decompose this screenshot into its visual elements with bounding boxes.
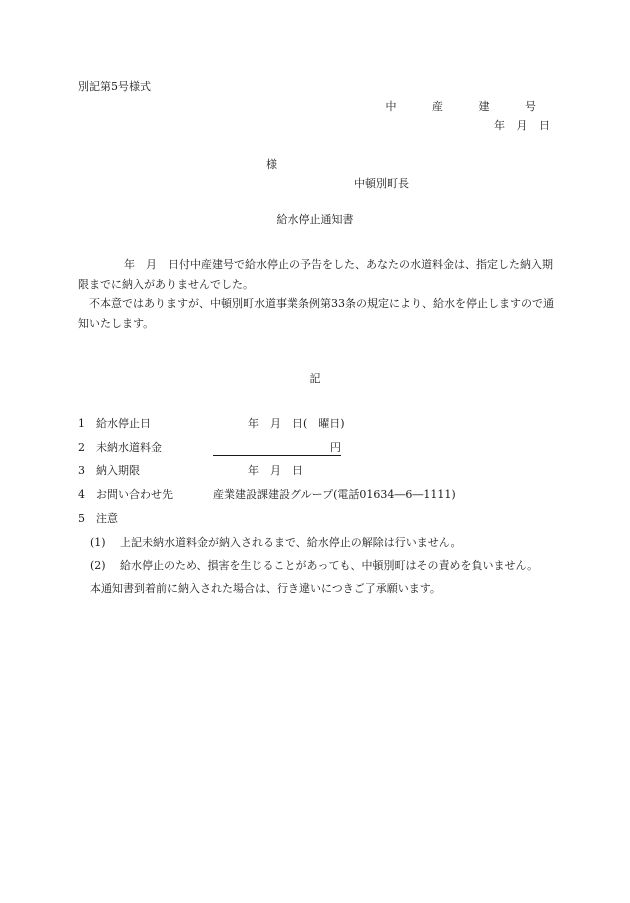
item-value: 年 月 日 xyxy=(248,464,303,477)
item-number: 1 xyxy=(78,417,85,430)
note-number: (2) xyxy=(90,559,106,572)
note-text: 給水停止のため、損害を生じることがあっても、中頓別町はその責めを負いません。 xyxy=(120,559,539,572)
item-label: 給水停止日 xyxy=(96,417,151,430)
item-value: 産業建設課建設グループ(電話01634―6―1111) xyxy=(213,488,456,501)
form-number: 別記第5号様式 xyxy=(78,80,151,93)
document-date: 年 月 日 xyxy=(494,119,550,132)
item-label: 納入期限 xyxy=(96,464,140,477)
closing-remark: 本通知書到着前に納入された場合は、行き違いにつきご了承願います。 xyxy=(90,582,441,595)
item-number: 4 xyxy=(78,488,85,501)
document-title: 給水停止通知書 xyxy=(276,213,354,226)
body-text xyxy=(78,255,554,333)
amount-blank-line: 円 xyxy=(213,441,341,456)
document-number: 中 産 建 号 xyxy=(385,100,552,113)
ki-heading: 記 xyxy=(309,372,321,385)
item-label: お問い合わせ先 xyxy=(96,488,173,501)
body-paragraph-1: 年 月 日付中産建号で給水停止の予告をした、あなたの水道料金は、指定した納入期限までに納入がありませんでした。 xyxy=(78,258,553,291)
item-label: 未納水道料金 xyxy=(96,441,162,454)
item-number: 5 xyxy=(78,512,85,525)
note-text: 上記未納水道料金が納入されるまで、給水停止の解除は行いません。 xyxy=(120,536,462,549)
sender-name: 中頓別町長 xyxy=(354,177,409,190)
body-paragraph-2: 不本意ではありますが、中頓別町水道事業条例第33条の規定により、給水を停止しますので通知いたします。 xyxy=(78,297,554,330)
item-value: 年 月 日( 曜日) xyxy=(248,417,345,430)
item-number: 2 xyxy=(78,441,85,454)
item-label: 注意 xyxy=(96,512,118,525)
recipient-label: 様 xyxy=(266,158,277,171)
note-number: (1) xyxy=(90,536,106,549)
item-number: 3 xyxy=(78,464,85,477)
